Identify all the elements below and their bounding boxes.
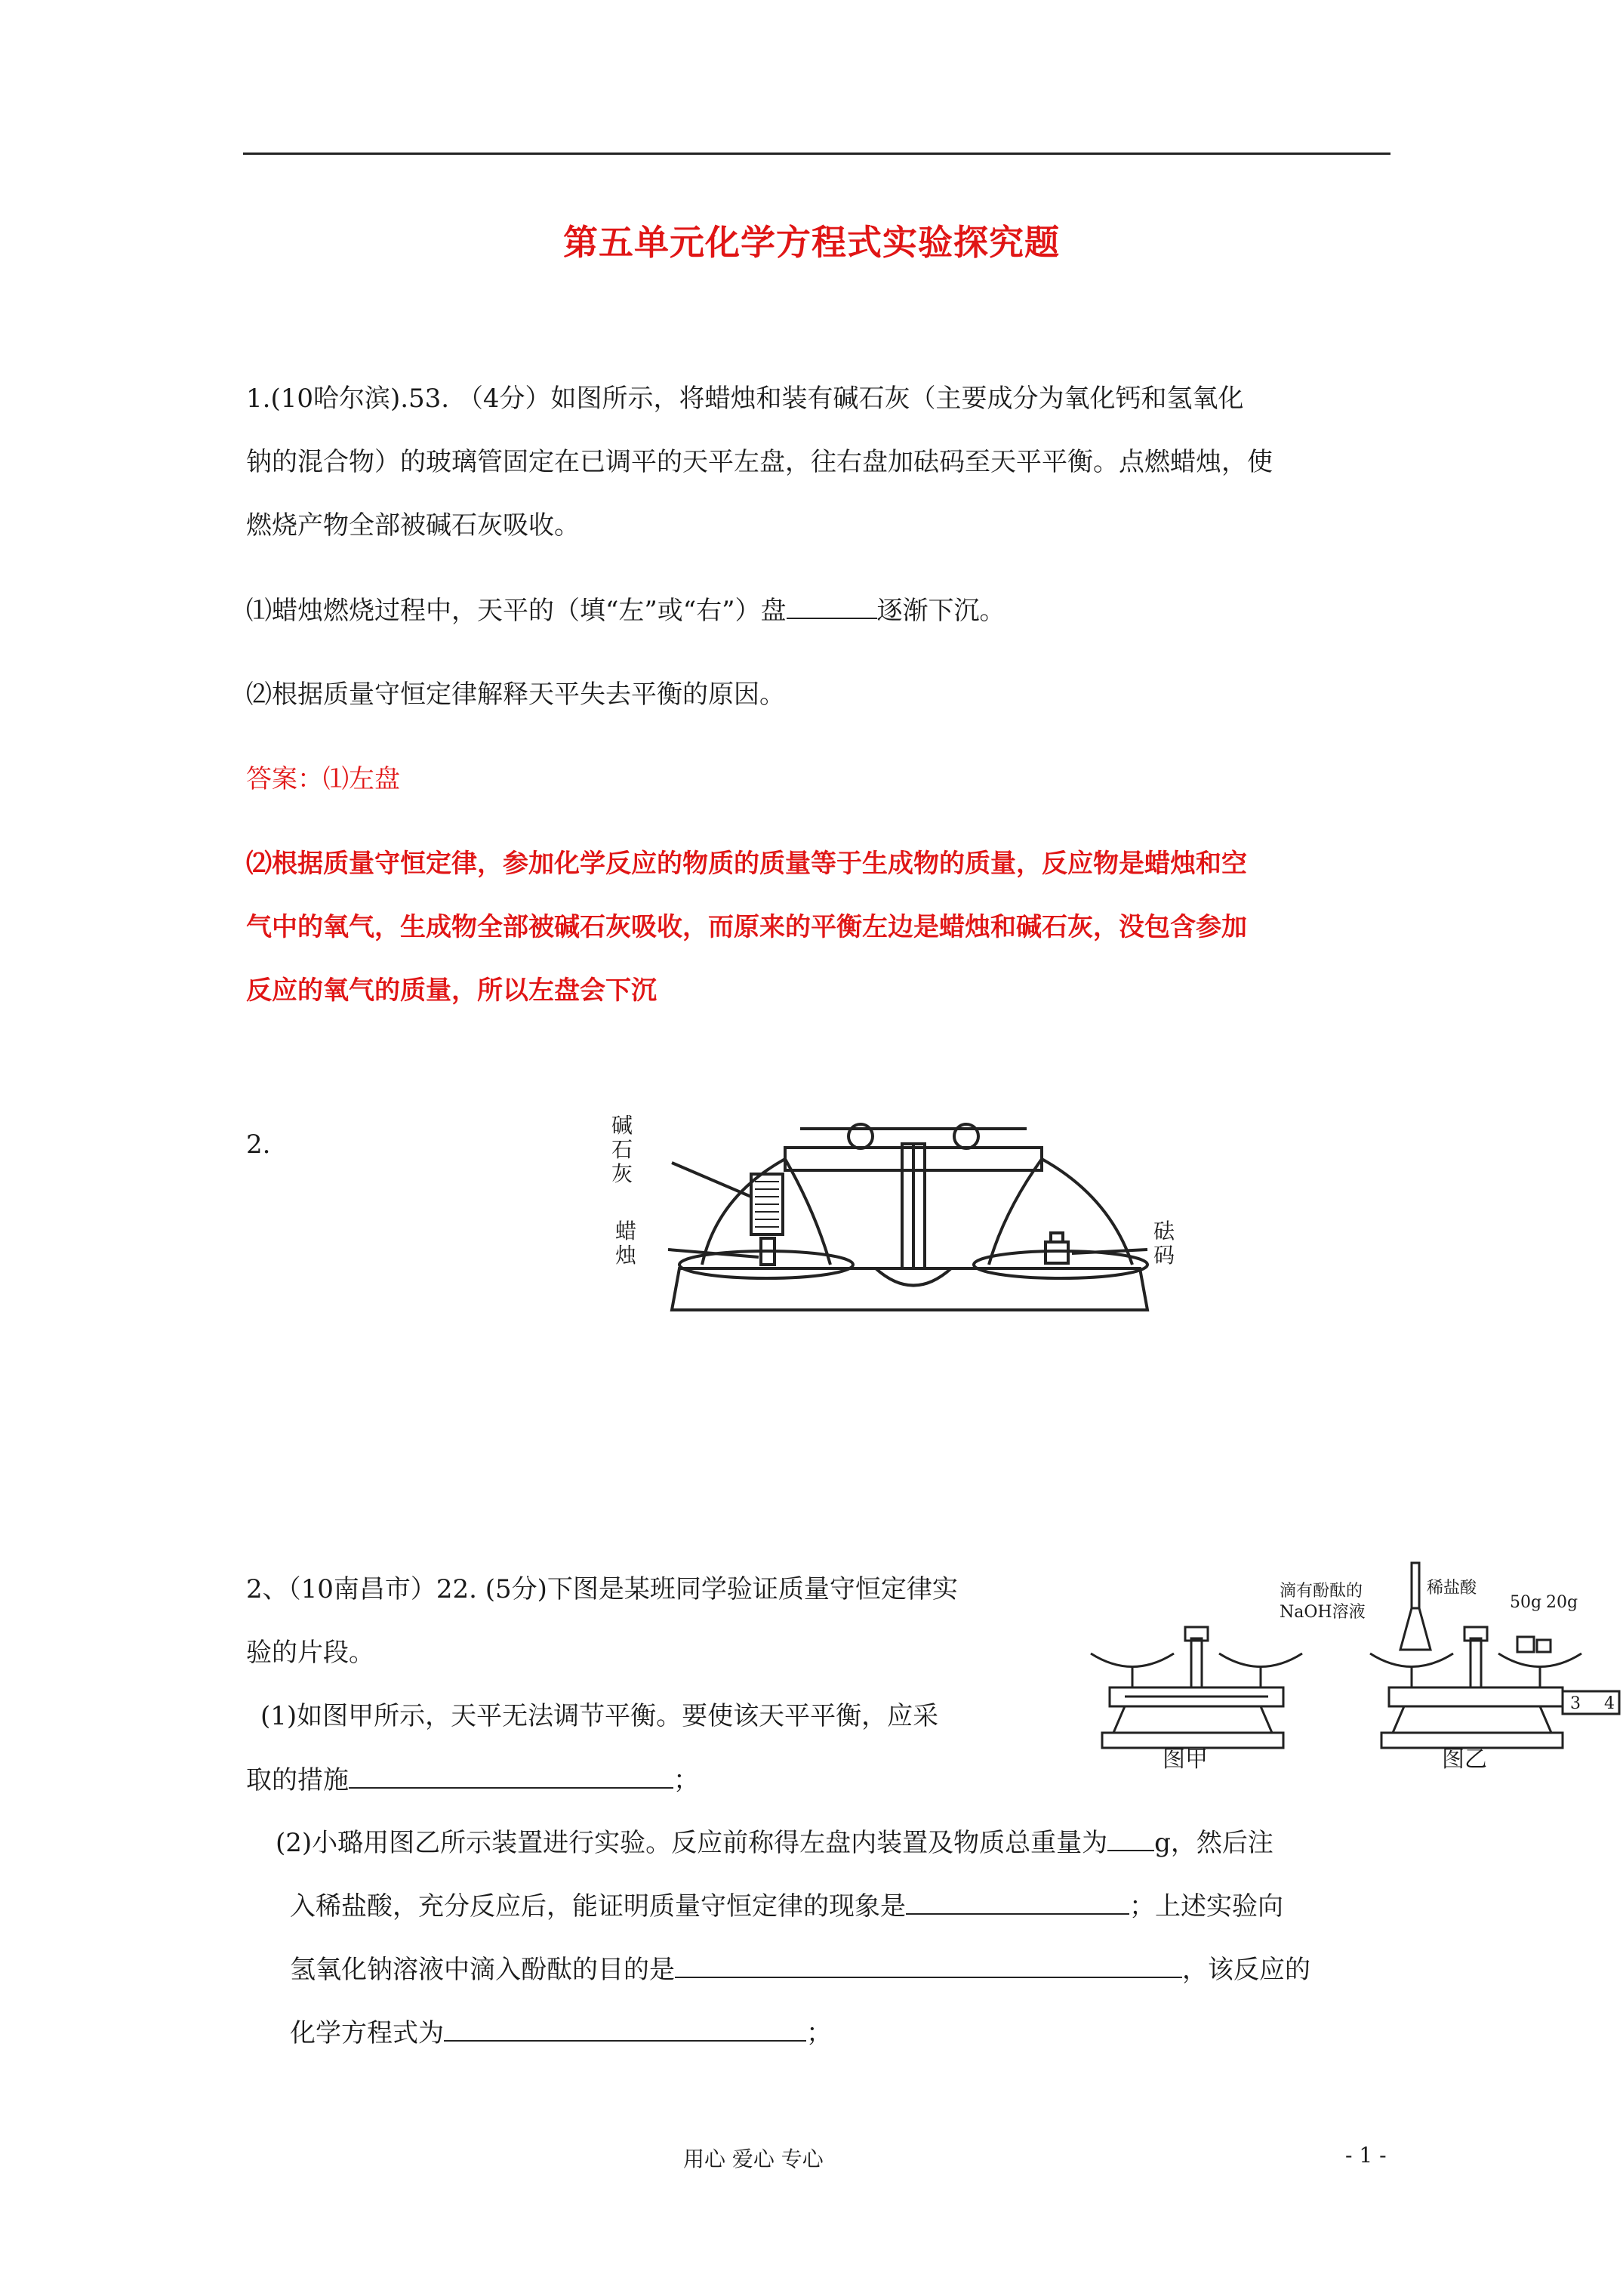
q2-sub2-text-3: 氢氧化钠溶液中滴入酚酞的目的是 (290, 1955, 675, 1985)
page-number: - 1 - (1345, 2143, 1387, 2168)
label-candle: 蜡烛 (615, 1219, 637, 1268)
label-figure-jia: 图甲 (1163, 1746, 1208, 1773)
q2-sub2-text-2: 入稀盐酸，充分反应后，能证明质量守恒定律的现象是 (290, 1891, 906, 1922)
balance-candle-illustration (611, 1106, 1215, 1333)
q2-sub2-text-1b: g，然后注 (1154, 1828, 1273, 1858)
label-scale-3: 3 (1570, 1694, 1581, 1713)
q2-sub2-text-1: (2)小璐用图乙所示装置进行实验。反应前称得左盘内装置及物质总重量为 (276, 1828, 1108, 1858)
q1-sub1 (246, 595, 1006, 626)
label-soda-lime: 碱石灰 (611, 1113, 633, 1186)
q1-line-2: 钠的混合物）的玻璃管固定在已调平的天平左盘，往右盘加砝码至天平平衡。点燃蜡烛，使 (246, 447, 1273, 477)
q1-line-1: 1.(10哈尔滨).53. （4分）如图所示，将蜡烛和装有碱石灰（主要成分为氧化钙和氢氧化 (246, 384, 1244, 414)
q2-line-1 (246, 1574, 958, 1604)
q2-sub2-line-2 (290, 1891, 1283, 1922)
q2-sub1-end: ； (673, 1765, 699, 1795)
q1-line-3: 燃烧产物全部被碱石灰吸收。 (246, 510, 580, 541)
q1-sub1-blank[interactable] (787, 595, 877, 619)
q2-sub2-text-2b: ；上述实验向 (1129, 1891, 1283, 1922)
label-weight-20g: 20g (1546, 1593, 1578, 1612)
q2-sub2-blank-4[interactable] (444, 2017, 806, 2042)
q2-sub2-line-4 (290, 2017, 832, 2048)
label-weights: 砝码 (1153, 1219, 1175, 1268)
q2-sub2-text-4: 化学方程式为 (290, 2018, 444, 2048)
q1-answer-2-line-1: ⑵根据质量守恒定律，参加化学反应的物质的质量等于生成物的质量，反应物是蜡烛和空 (246, 849, 1247, 879)
label-figure-yi: 图乙 (1442, 1746, 1487, 1773)
q2-sub1-line-2 (246, 1764, 699, 1795)
q2-sub2-line-3 (290, 1954, 1310, 1985)
q2-sub1-label: 取的措施 (246, 1765, 349, 1795)
q2-sub2-blank-2[interactable] (906, 1891, 1129, 1915)
q2-sub1-line-1: (1)如图甲所示，天平无法调节平衡。要使该天平平衡，应采 (260, 1701, 939, 1731)
label-weight-50g: 50g (1510, 1593, 1542, 1612)
q1-answer-2-line-3: 反应的氧气的质量，所以左盘会下沉 (246, 975, 657, 1006)
page-title: 第五单元化学方程式实验探究题 (563, 222, 1060, 263)
fig1-number: 2. (246, 1130, 271, 1160)
label-scale-4: 4 (1604, 1694, 1615, 1713)
q2-sub2-blank-3[interactable] (675, 1954, 1182, 1978)
q2-line-2: 验的片段。 (246, 1638, 374, 1668)
header-rule (243, 153, 1390, 155)
figure-two-balances (1079, 1548, 1623, 1774)
q2-sub2-text-3b: ，该反应的 (1182, 1955, 1310, 1985)
label-naoh-line-1: 滴有酚酞的 (1280, 1582, 1363, 1601)
footer-motto: 用心 爱心 专心 (683, 2147, 824, 2171)
q2-line-1-text: 2、（10南昌市）22. (5分)下图是某班同学验证质量守恒定律实 (246, 1574, 958, 1604)
q2-sub2-blank-1[interactable] (1107, 1827, 1154, 1851)
q1-sub1-text: ⑴蜡烛燃烧过程中，天平的（填“左”或“右”）盘 (246, 596, 787, 626)
label-dilute-hcl: 稀盐酸 (1427, 1579, 1477, 1598)
q2-sub2-line-1 (276, 1827, 1273, 1858)
q2-sub2-text-4b: ； (806, 2018, 832, 2048)
q2-sub1-blank[interactable] (349, 1764, 673, 1789)
q1-answer-2-line-2: 气中的氧气，生成物全部被碱石灰吸收，而原来的平衡左边是蜡烛和碱石灰，没包含参加 (246, 912, 1247, 942)
label-naoh-line-2: NaOH溶液 (1280, 1603, 1366, 1622)
q1-sub1-tail: 逐渐下沉。 (876, 596, 1006, 626)
q1-sub2: ⑵根据质量守恒定律解释天平失去平衡的原因。 (246, 680, 785, 710)
q1-answer-1: 答案：⑴左盘 (246, 764, 400, 794)
figure-balance-candle (611, 1106, 1215, 1333)
